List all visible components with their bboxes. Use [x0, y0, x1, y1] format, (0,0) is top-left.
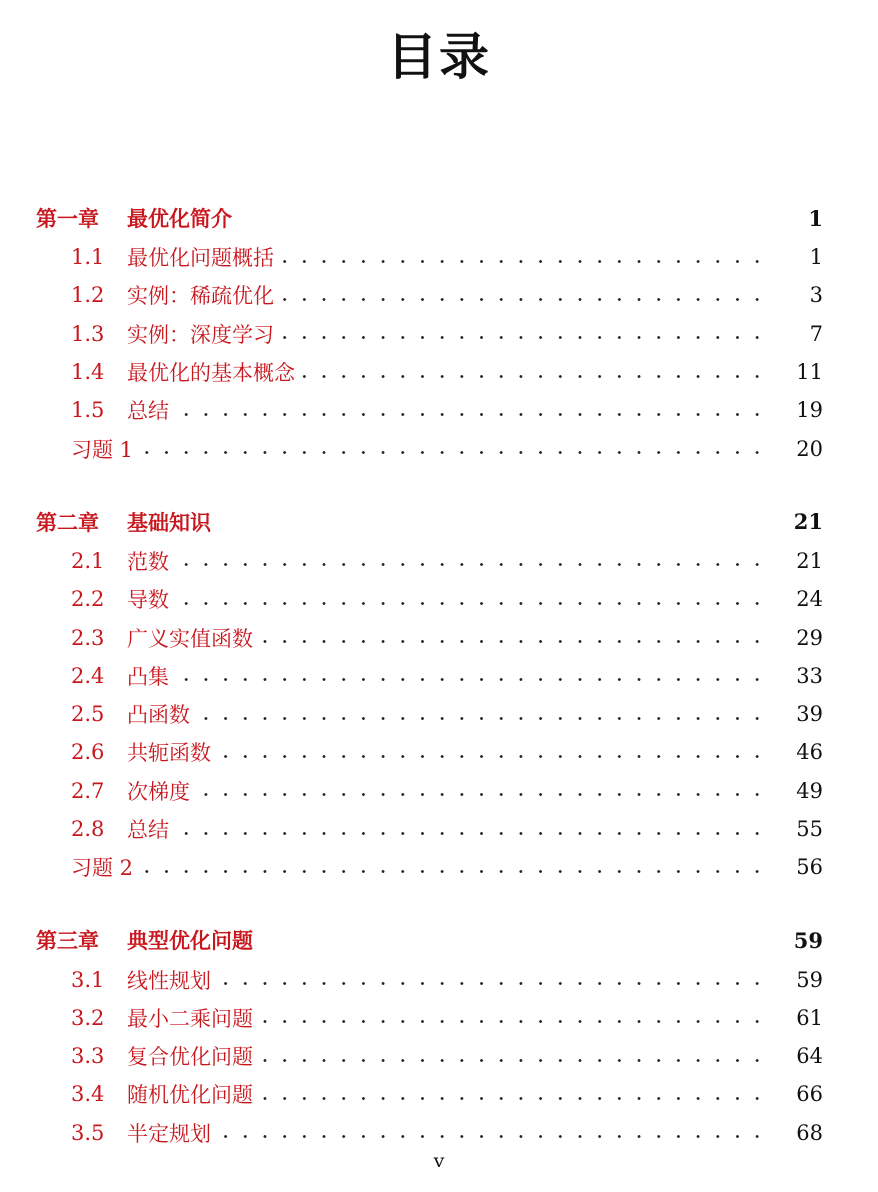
- dot-leader: [259, 1050, 767, 1071]
- section-number: 2.7: [71, 778, 105, 803]
- section-number: 2.6: [71, 740, 105, 765]
- toc-entry[interactable]: [36, 391, 823, 429]
- toc-entry[interactable]: [36, 1114, 823, 1152]
- toc-entry[interactable]: [36, 733, 823, 771]
- dot-leader: [196, 784, 767, 805]
- section-number: 3.4: [71, 1082, 105, 1107]
- section-title: 总结: [127, 399, 169, 424]
- section-title: 实例：稀疏优化: [127, 284, 274, 309]
- section-title: 凸函数: [127, 703, 190, 728]
- chapter-title: 基础知识: [127, 509, 211, 535]
- dot-leader: [139, 861, 767, 882]
- chapter-number: 第一章: [36, 206, 99, 231]
- section-page: 29: [796, 625, 823, 650]
- section-number: 2.5: [71, 702, 105, 727]
- dot-leader: [175, 554, 767, 575]
- section-number: 2.1: [71, 548, 105, 573]
- toc-entry[interactable]: [36, 542, 823, 580]
- section-title: 随机优化问题: [127, 1083, 253, 1108]
- exercises-title: 习题 2: [71, 856, 134, 881]
- section-page: 3: [809, 283, 823, 308]
- section-number: 1.3: [71, 321, 105, 346]
- dot-leader: [175, 404, 767, 425]
- dot-leader: [175, 593, 767, 614]
- chapter-heading[interactable]: [36, 502, 823, 542]
- section-number: 2.8: [71, 817, 105, 841]
- table-of-contents: [36, 198, 823, 1152]
- chapter-page: 1: [808, 205, 823, 231]
- section-number: 1.2: [71, 283, 105, 308]
- exercises-page: 20: [796, 436, 823, 461]
- section-number: 1.1: [71, 245, 105, 270]
- section-page: 11: [796, 360, 823, 385]
- section-page: 19: [796, 398, 823, 423]
- dot-leader: [139, 442, 767, 463]
- toc-entry[interactable]: [36, 618, 823, 656]
- chapter-heading[interactable]: [36, 920, 823, 960]
- section-title: 次梯度: [127, 779, 190, 804]
- chapter-number: 第二章: [36, 509, 99, 535]
- toc-entry[interactable]: [36, 315, 823, 353]
- section-title: 最优化问题概括: [127, 246, 274, 271]
- section-page: 55: [796, 817, 823, 841]
- toc-entry[interactable]: [36, 276, 823, 314]
- toc-entry[interactable]: [36, 1075, 823, 1113]
- section-page: 21: [796, 548, 823, 573]
- section-number: 2.4: [71, 663, 105, 688]
- section-title: 最小二乘问题: [127, 1006, 253, 1031]
- section-page: 7: [809, 321, 823, 346]
- dot-leader: [259, 1011, 767, 1032]
- section-page: 64: [796, 1044, 823, 1069]
- toc-entry[interactable]: [36, 695, 823, 733]
- dot-leader: [196, 708, 767, 729]
- dot-leader: [175, 669, 767, 690]
- section-title: 导数: [127, 588, 169, 613]
- toc-entry[interactable]: [36, 1037, 823, 1075]
- section-number: 1.5: [71, 398, 105, 423]
- dot-leader: [280, 251, 767, 272]
- section-title: 最优化的基本概念: [127, 361, 295, 386]
- chapter-number: 第三章: [36, 928, 99, 954]
- toc-entry[interactable]: [36, 810, 823, 848]
- section-title: 范数: [127, 549, 169, 574]
- section-page: 49: [796, 778, 823, 803]
- toc-entry[interactable]: [36, 960, 823, 998]
- toc-entry-exercises[interactable]: [36, 429, 823, 467]
- section-page: 24: [796, 587, 823, 612]
- section-page: 33: [796, 663, 823, 688]
- section-page: 46: [796, 740, 823, 765]
- chapter-page: 21: [793, 509, 823, 535]
- dot-leader: [280, 327, 767, 348]
- dot-leader: [259, 631, 767, 652]
- section-page: 59: [796, 967, 823, 992]
- dot-leader: [301, 366, 767, 387]
- dot-leader: [175, 823, 767, 844]
- exercises-title: 习题 1: [71, 437, 134, 462]
- section-number: 3.3: [71, 1044, 105, 1069]
- dot-leader: [259, 1088, 767, 1109]
- section-number: 2.2: [71, 587, 105, 612]
- toc-entry[interactable]: [36, 657, 823, 695]
- section-number: 2.3: [71, 625, 105, 650]
- section-title: 总结: [127, 818, 169, 842]
- section-page: 61: [796, 1005, 823, 1030]
- chapter-title: 最优化简介: [127, 206, 232, 231]
- page-title: 目录: [387, 27, 491, 86]
- toc-entry[interactable]: [36, 353, 823, 391]
- toc-entry[interactable]: [36, 238, 823, 276]
- chapter-title: 典型优化问题: [127, 928, 253, 954]
- section-number: 3.5: [71, 1120, 105, 1145]
- exercises-page: 56: [796, 855, 823, 880]
- dot-leader: [217, 746, 767, 767]
- section-title: 线性规划: [127, 968, 211, 993]
- section-page: 1: [809, 245, 823, 270]
- section-title: 半定规划: [127, 1121, 211, 1146]
- toc-entry[interactable]: [36, 999, 823, 1037]
- section-number: 3.2: [71, 1005, 105, 1030]
- chapter-heading[interactable]: [36, 198, 823, 238]
- section-page: 68: [796, 1120, 823, 1145]
- toc-chapter-2: [36, 502, 823, 887]
- toc-chapter-1: [36, 198, 823, 468]
- section-number: 3.1: [71, 967, 105, 992]
- section-title: 共轭函数: [127, 741, 211, 766]
- section-page: 39: [796, 702, 823, 727]
- toc-entry-exercises[interactable]: [36, 848, 823, 886]
- section-number: 1.4: [71, 360, 105, 385]
- toc-entry[interactable]: [36, 772, 823, 810]
- section-title: 凸集: [127, 664, 169, 689]
- chapter-page: 59: [793, 927, 823, 953]
- section-title: 复合优化问题: [127, 1045, 253, 1070]
- dot-leader: [217, 1126, 767, 1147]
- page-number: v: [433, 1150, 445, 1172]
- dot-leader: [280, 289, 767, 310]
- section-title: 实例：深度学习: [127, 322, 274, 347]
- toc-chapter-3: [36, 920, 823, 1151]
- toc-entry[interactable]: [36, 580, 823, 618]
- section-title: 广义实值函数: [127, 626, 253, 651]
- dot-leader: [217, 973, 767, 994]
- section-page: 66: [796, 1082, 823, 1107]
